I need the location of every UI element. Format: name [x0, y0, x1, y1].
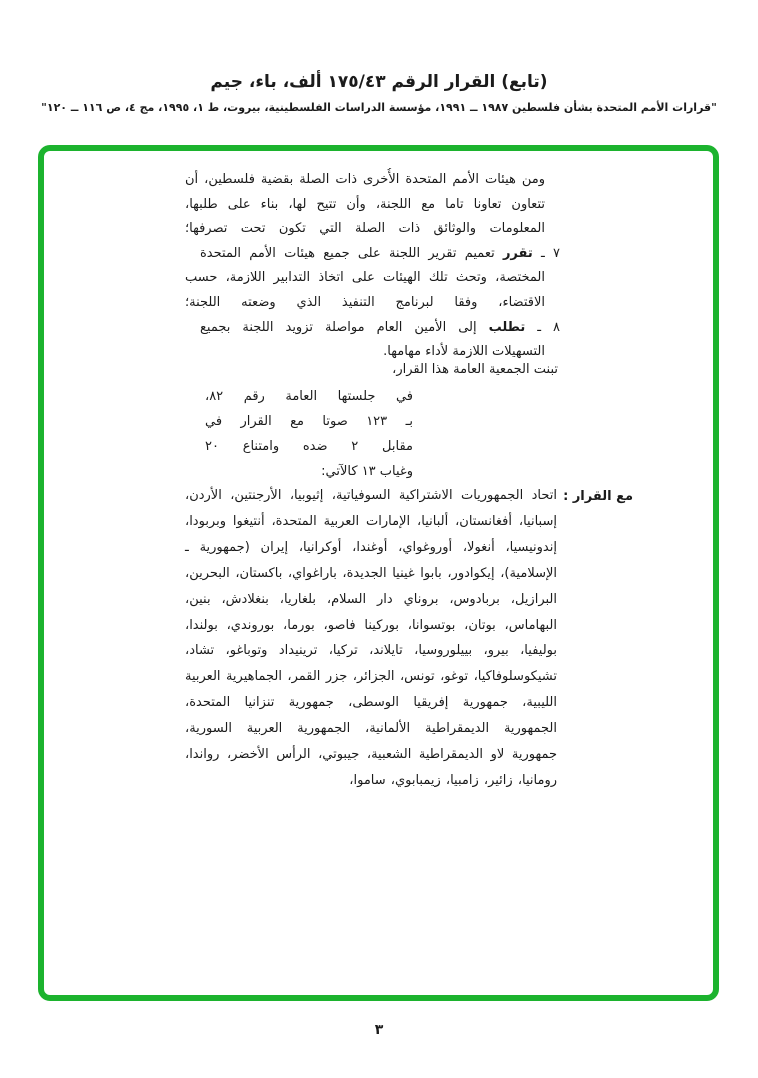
item-8-first-line: [200, 316, 560, 341]
body-line: المختصة، وتحث تلك الهيئات على اتخاذ التدابير اللازمة، حسب: [185, 270, 545, 286]
item-7-first-line: [200, 242, 560, 267]
vote-tally-line: بـ ١٢٣ صوتا مع القرار في: [205, 414, 413, 429]
body-line: ومن هيئات الأمم المتحدة الأُخرى ذات الصلة بقضية فلسطين، أن: [185, 172, 545, 187]
body-line: تتعاون تعاونا تاما مع اللجنة، وأن تتيح لها، بناء على طلبها،: [185, 196, 545, 212]
body-line: الاقتضاء، وفقا لبرنامج التنفيذ الذي وضعته اللجنة؛: [185, 294, 545, 310]
operative-paragraphs: [185, 168, 560, 365]
source-citation: "قرارات الأمم المتحدة بشأن فلسطين ١٩٨٧ ــ ١٩٩١، مؤسسة الدراسات الفلسطينية، بيروت، ط ١، ١٩٩٥، مج ٤، ص ١١٦ ــ ١٢٠": [41, 101, 717, 114]
body-line: المعلومات والوثائق ذات الصلة التي تكون تحت تصرفها؛: [185, 221, 545, 237]
vote-with-label: مع القرار :: [563, 489, 633, 504]
item-8-text: إلى الأمين العام مواصلة تزويد اللجنة بجميع: [200, 319, 477, 335]
resolution-continuation-title: (تابع) القرار الرقم ١٧٥/٤٣ ألف، باء، جيم: [210, 72, 548, 92]
item-8-verb: تطلب: [488, 319, 526, 335]
adoption-statement: تبنت الجمعية العامة هذا القرار،: [392, 362, 558, 377]
page-number: ٣: [374, 1022, 384, 1038]
vote-with-countries: اتحاد الجمهوريات الاشتراكية السوفياتية، إثيوبيا، الأرجنتين، الأردن، إسبانيا، أفغانستان، ألبانيا، الإمارات العربية المتحدة، أنتيغوا وبربودا، إندونيسيا، أنغولا، أوروغواي، أوغندا، أوكرانيا، إيران (جمهورية ـ الإسلامية)، إيكوادور، بابوا غينيا الجديدة، باراغواي، باكستان، البحرين، البرازيل، بربادوس، بروناي دار السلام، بلغاريا، بنغلادش، بنين، البهاماس، بوتان، بوتسوانا، بوركينا فاصو، بورما، بوروندي، بولندا، بوليفيا، بيرو، بييلوروسيا، تايلاند، تركيا، ترينيداد وتوباغو، تشاد، تشيكوسلوفاكيا، توغو، تونس، الجزائر، جزر القمر، الجماهيرية العربية الليبية، جمهورية إفريقيا الوسطى، جمهورية تنزانيا المتحدة، الجمهورية الديمقراطية الألمانية، الجمهورية العربية السورية، جمهورية لاو الديمقراطية الشعبية، جيبوتي، الرأس الأخضر، رواندا، رومانيا، زائير، زامبيا، زيمبابوي، ساموا،: [185, 488, 557, 788]
adoption-details: [205, 384, 413, 484]
item-7-text: تعميم تقرير اللجنة على جميع هيئات الأمم المتحدة: [200, 245, 495, 261]
vote-tally-line: مقابل ٢ ضده وامتناع ٢٠: [205, 439, 413, 454]
body-line: التسهيلات اللازمة لأداء مهامها.: [383, 344, 545, 360]
item-7-marker: ٧ ـ: [541, 245, 560, 261]
session-line: في جلستها العامة رقم ٨٢،: [205, 389, 413, 404]
vote-tally-line: وغياب ١٣ كالآتي:: [321, 464, 413, 479]
item-7-verb: تقرر: [502, 245, 533, 261]
item-8-marker: ٨ ـ: [537, 319, 560, 335]
